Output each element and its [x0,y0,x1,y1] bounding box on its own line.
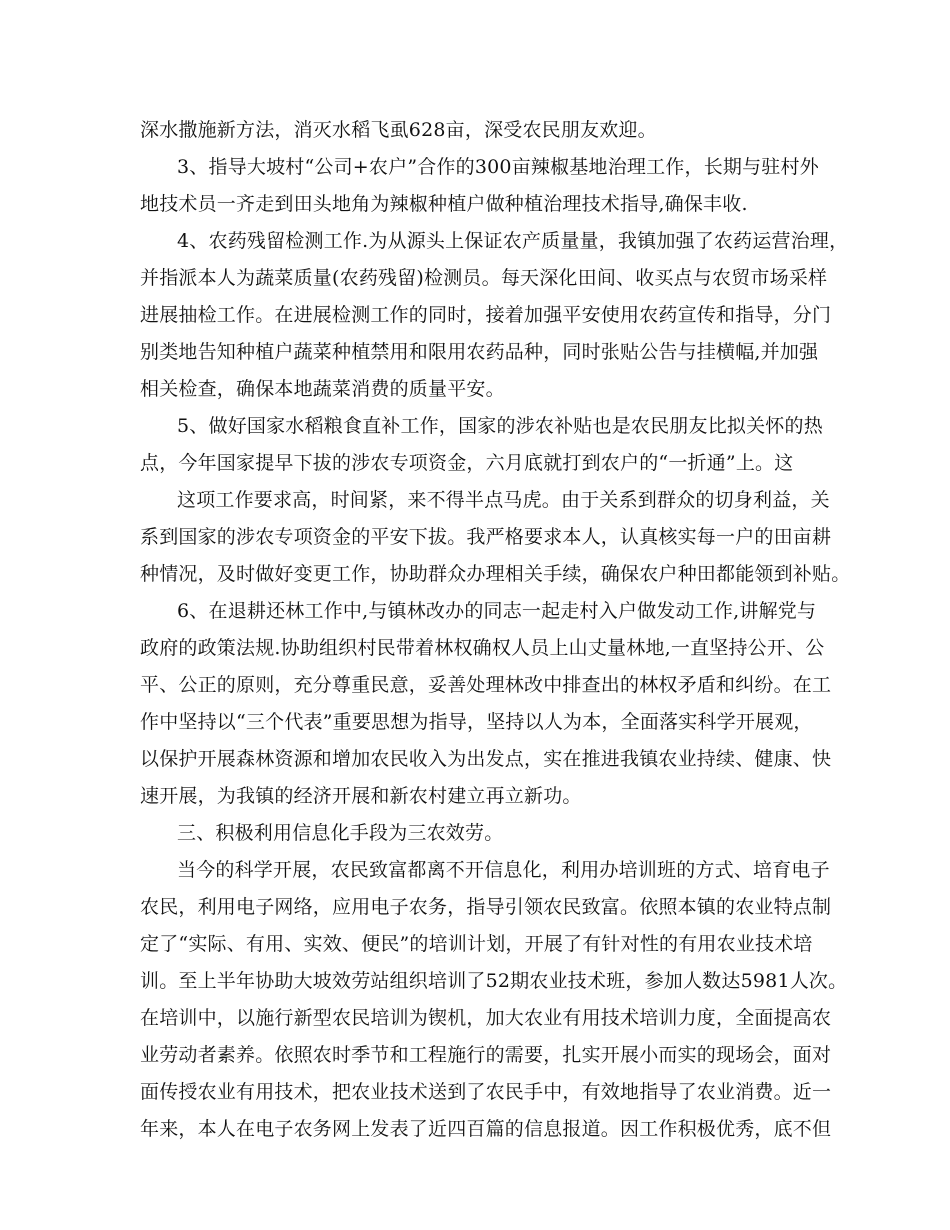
text-line: 系到国家的涉农专项资金的平安下拔。我严格要求本人，认真核实每一户的田亩耕 [140,526,832,548]
text-line: 平、公正的原则，充分尊重民意，妥善处理林改中排查出的林权矛盾和纠纷。在工 [140,674,832,696]
text-line: 别类地告知种植户蔬菜种植禁用和限用农药品种，同时张贴公告与挂横幅,并加强 [140,341,819,363]
text-line: 面传授农业有用技术，把农业技术送到了农民手中，有效地指导了农业消费。近一 [140,1081,832,1103]
text-line: 并指派本人为蔬菜质量(农药残留)检测员。每天深化田间、收买点与农贸市场采样 [140,267,828,289]
text-line: 相关检查，确保本地蔬菜消费的质量平安。 [140,378,505,400]
text-line: 业劳动者素养。依照农时季节和工程施行的需要，扎实开展小而实的现场会，面对 [140,1044,832,1066]
text-line: 作中坚持以“三个代表”重要思想为指导，坚持以人为本，全面落实科学开展观， [140,711,813,733]
text-line: 速开展，为我镇的经济开展和新农村建立再立新功。 [140,785,582,807]
text-line: 当今的科学开展，农民致富都离不开信息化，利用办培训班的方式、培育电子 [177,859,830,881]
text-line: 3、指导大坡村“公司+农户”合作的300亩辣椒基地治理工作，长期与驻村外 [177,156,819,178]
text-line: 年来，本人在电子农务网上发表了近四百篇的信息报道。因工作积极优秀，底不但 [140,1118,832,1140]
text-line: 政府的政策法规.协助组织村民带着林权确权人员上山丈量林地,一直坚持公开、公 [140,637,825,659]
text-line: 地技术员一齐走到田头地角为辣椒种植户做种植治理技术指导,确保丰收. [140,193,748,215]
text-line: 4、农药残留检测工作.为从源头上保证农产质量量，我镇加强了农药运营治理， [177,230,849,252]
text-line: 5、做好国家水稻粮食直补工作，国家的涉农补贴也是农民朋友比拟关怀的热 [177,415,823,437]
text-line: 定了“实际、有用、实效、便民”的培训计划，开展了有针对性的有用农业技术培 [140,933,813,955]
text-line: 6、在退耕还林工作中,与镇林改办的同志一起走村入户做发动工作,讲解党与 [177,600,817,622]
text-line: 进展抽检工作。在进展检测工作的同时，接着加强平安使用农药宣传和指导，分门 [140,304,832,326]
text-line: 点，今年国家提早下拔的涉农专项资金，六月底就打到农户的“一折通”上。这 [140,452,794,474]
text-line: 深水撒施新方法，消灭水稻飞虱628亩，深受农民朋友欢迎。 [140,119,657,141]
text-line: 在培训中，以施行新型农民培训为锲机，加大农业有用技术培训力度，全面提高农 [140,1007,832,1029]
text-line: 农民，利用电子网络，应用电子农务，指导引领农民致富。依照本镇的农业特点制 [140,896,832,918]
text-line: 这项工作要求高，时间紧，来不得半点马虎。由于关系到群众的切身利益，关 [177,489,830,511]
text-line: 训。至上半年协助大坡效劳站组织培训了52期农业技术班，参加人数达5981人次。 [140,970,848,992]
text-line: 种情况，及时做好变更工作，协助群众办理相关手续，确保农户种田都能领到补贴。 [140,563,851,585]
text-line: 以保护开展森林资源和增加农民收入为出发点，实在推进我镇农业持续、健康、快 [140,748,832,770]
section-heading: 三、积极利用信息化手段为三农效劳。 [177,822,504,844]
